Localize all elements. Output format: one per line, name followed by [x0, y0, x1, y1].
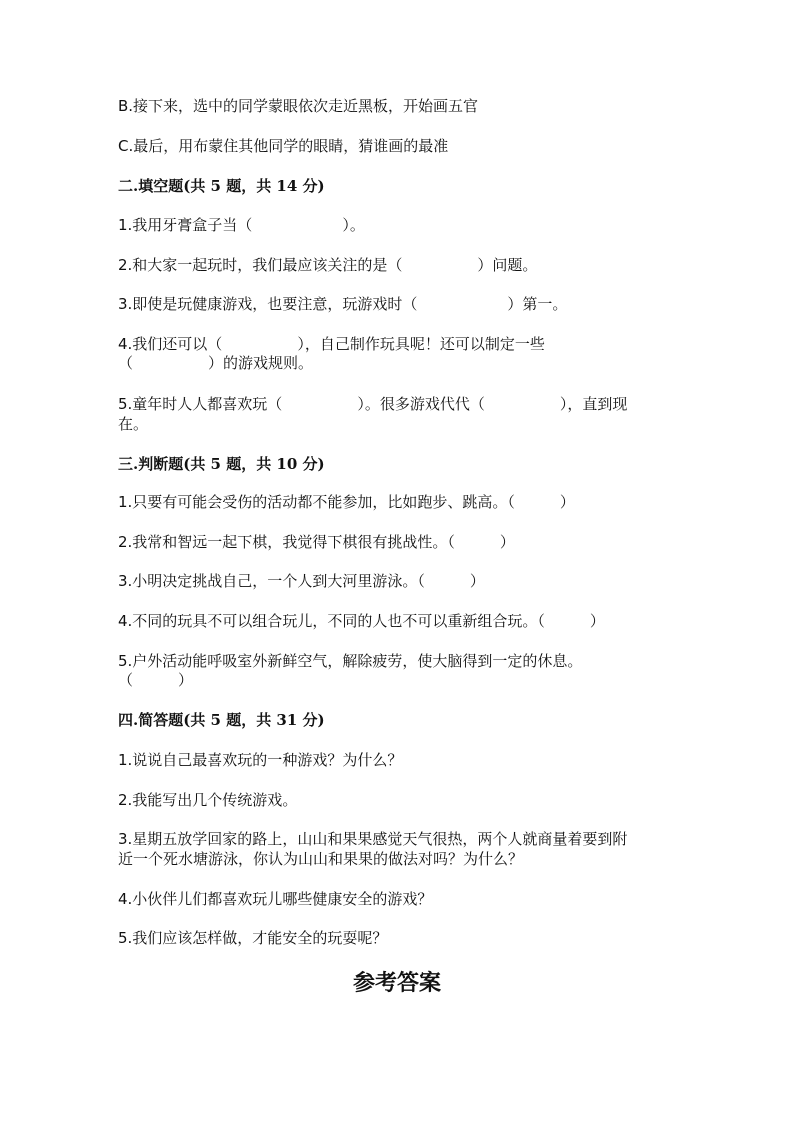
- choice-option-b: B.接下来，选中的同学蒙眼依次走近黑板，开始画五官: [118, 97, 479, 115]
- answer-key-title: 参考答案: [352, 970, 441, 996]
- fill-blank-q2: 2.和大家一起玩时，我们最应该关注的是（ ）问题。: [118, 256, 538, 274]
- fill-blank-q3: 3.即使是玩健康游戏，也要注意，玩游戏时（ ）第一。: [118, 295, 568, 313]
- fill-blank-q5-line1: 5.童年时人人都喜欢玩（ ）。很多游戏代代（ ），直到现: [118, 395, 628, 413]
- fill-blank-q4-line1: 4.我们还可以（ ），自己制作玩具呢！还可以制定一些: [118, 335, 545, 353]
- fill-blank-q5-line2: 在。: [118, 415, 149, 433]
- short-answer-q5: 5.我们应该怎样做，才能安全的玩耍呢？: [118, 929, 388, 947]
- true-false-q5-line1: 5.户外活动能呼吸室外新鲜空气，解除疲劳，使大脑得到一定的休息。: [118, 652, 583, 670]
- short-answer-section-title: 四.简答题(共 5 题，共 31 分): [118, 711, 325, 729]
- true-false-q4: 4.不同的玩具不可以组合玩儿，不同的人也不可以重新组合玩。（ ）: [118, 612, 605, 630]
- true-false-q3: 3.小明决定挑战自己，一个人到大河里游泳。（ ）: [118, 572, 485, 590]
- short-answer-q4: 4.小伙伴儿们都喜欢玩儿哪些健康安全的游戏？: [118, 890, 433, 908]
- true-false-q5-line2: （ ）: [118, 671, 194, 689]
- fill-blank-section-title: 二.填空题(共 5 题，共 14 分): [118, 177, 325, 195]
- fill-blank-q1: 1.我用牙膏盒子当（ ）。: [118, 216, 365, 234]
- choice-option-c: C.最后，用布蒙住其他同学的眼睛，猜谁画的最准: [118, 137, 449, 155]
- short-answer-q3-line1: 3.星期五放学回家的路上，山山和果果感觉天气很热，两个人就商量着要到附: [118, 830, 628, 848]
- true-false-q1: 1.只要有可能会受伤的活动都不能参加，比如跑步、跳高。（ ）: [118, 493, 575, 511]
- short-answer-q3-line2: 近一个死水塘游泳，你认为山山和果果的做法对吗？为什么？: [118, 850, 524, 868]
- true-false-q2: 2.我常和智远一起下棋，我觉得下棋很有挑战性。（ ）: [118, 533, 515, 551]
- short-answer-q2: 2.我能写出几个传统游戏。: [118, 791, 298, 809]
- short-answer-q1: 1.说说自己最喜欢玩的一种游戏？为什么？: [118, 751, 403, 769]
- true-false-section-title: 三.判断题(共 5 题，共 10 分): [118, 455, 325, 473]
- fill-blank-q4-line2: （ ）的游戏规则。: [118, 354, 314, 372]
